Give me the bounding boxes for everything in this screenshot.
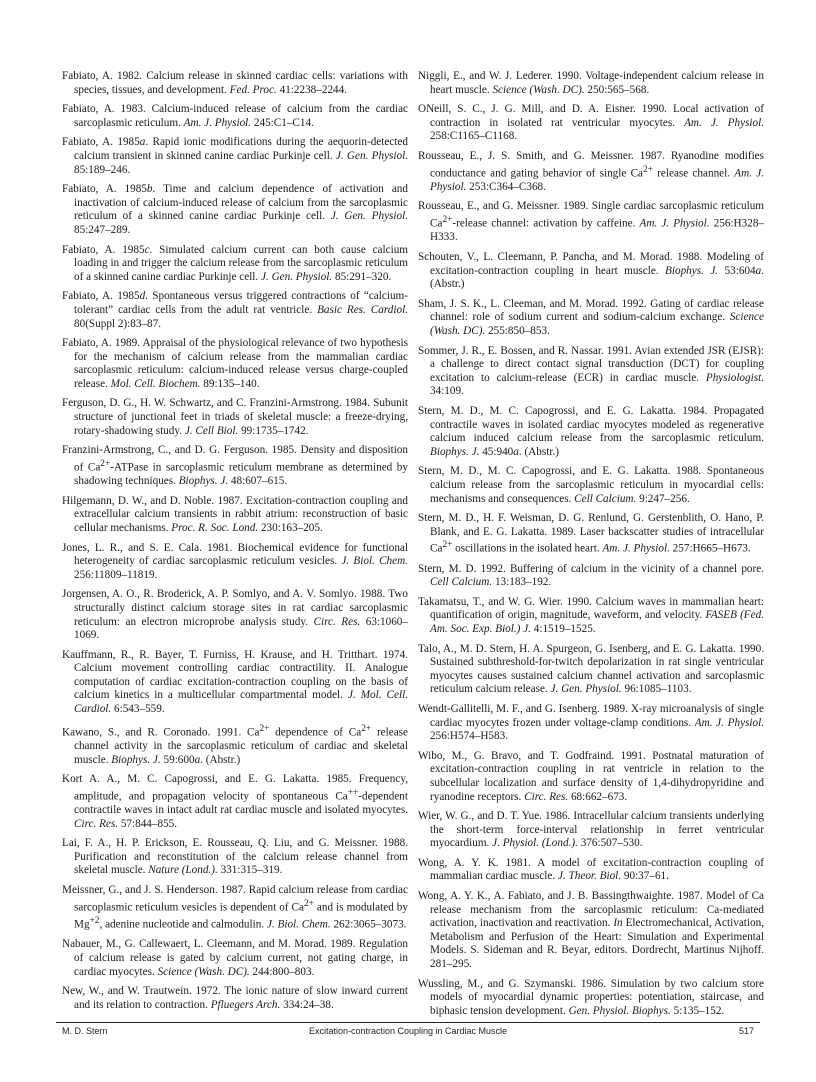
reference-entry: Wussling, M., and G. Szymanski. 1986. Simulation by two calcium store models of myocardial dynamic properties: potentiation, staircase, and biphasic tension development. Gen. Physiol. Biophys. 5:135–152. [418, 977, 764, 1017]
reference-entry: Lai, F. A., H. P. Erickson, E. Rousseau, Q. Liu, and G. Meissner. 1988. Purification and reconstitution of the calcium release channel from skeletal muscle. Nature (Lond.). 331:315–319. [62, 837, 408, 877]
reference-entry: Stern, M. D., M. C. Capogrossi, and E. G. Lakatta. 1988. Spontaneous calcium release from the sarcoplasmic reticulum in myocardial cells: mechanisms and consequences. Cell Calcium. 9:247–256. [418, 465, 764, 505]
reference-entry: Sham, J. S. K., L. Cleeman, and M. Morad. 1992. Gating of cardiac release channel: role of sodium current and sodium-calcium exchange. Science (Wash. DC). 255:850–853. [418, 297, 764, 337]
references-left-column [62, 70, 408, 1018]
references-right-column [418, 70, 764, 1024]
reference-entry: Wendt-Gallitelli, M. F., and G. Isenberg. 1989. X-ray microanalysis of single cardiac myocytes frozen under voltage-clamp conditions. Am. J. Physiol. 256:H574–H583. [418, 702, 764, 743]
reference-entry: Kort A. A., M. C. Capogrossi, and E. G. Lakatta. 1985. Frequency, amplitude, and propagation velocity of spontaneous Ca++-dependent contractile waves in intact adult rat cardiac muscle and isolated myocytes. Circ. Res. 57:844–855. [62, 773, 408, 830]
reference-entry: Talo, A., M. D. Stern, H. A. Spurgeon, G. Isenberg, and E. G. Lakatta. 1990. Sustained subthreshold-for-twitch depolarization in rat single ventricular myocytes causes sustained calcium channel activation and sarcoplasmic reticulum calcium release. J. Gen. Physiol. 96:1085–1103. [418, 642, 764, 696]
reference-entry: Nabauer, M., G. Callewaert, L. Cleemann, and M. Morad. 1989. Regulation of calcium release is gated by calcium current, not gating charge, in cardiac myocytes. Science (Wash. DC). 244:800–803. [62, 938, 408, 978]
reference-entry: Hilgemann, D. W., and D. Noble. 1987. Excitation-contraction coupling and extracellular calcium transients in rabbit atrium: reconstruction of basic cellular mechanisms. Proc. R. Soc. Lond. 230:163–205. [62, 494, 408, 534]
footer-rule [56, 1022, 760, 1023]
reference-entry: Sommer, J. R., E. Bossen, and R. Nassar. 1991. Avian extended JSR (EJSR): a challenge to direct contact signal transduction (DCT) for coupling excitation to calcium-release (ECR) in cardiac muscle. Physiologist. 34:109. [418, 344, 764, 398]
reference-entry: Wong, A. Y. K. 1981. A model of excitation-contraction coupling of mammalian cardiac muscle. J. Theor. Biol. 90:37–61. [418, 856, 764, 883]
reference-entry: Kauffmann, R., R. Bayer, T. Furniss, H. Krause, and H. Tritthart. 1974. Calcium movement controlling cardiac contractility. II. Analogue computation of cardiac excitation-contraction coupling on the basis of calcium kinetics in a multicellular compartmental model. J. Mol. Cell. Cardiol. 6:543–559. [62, 648, 408, 716]
reference-entry: New, W., and W. Trautwein. 1972. The ionic nature of slow inward current and its relation to contraction. Pfluegers Arch. 334:24–38. [62, 985, 408, 1011]
reference-entry: Meissner, G., and J. S. Henderson. 1987. Rapid calcium release from cardiac sarcoplasmic reticulum vesicles is dependent of $Ca^{2+}$ and is modulated by $Mg^{+2}$, adenine nucleotide and calmodulin. J. Biol. Chem. 262:3065–3073. [62, 884, 408, 931]
running-footer-title: Excitation-contraction Coupling in Cardiac Muscle [308, 1026, 508, 1036]
reference-entry: Rousseau, E., and G. Meissner. 1989. Single cardiac sarcoplasmic reticulum $Ca^{2+}$-release channel: activation by caffeine. Am. J. Physiol. 256:H328–H333. [418, 200, 764, 244]
reference-entry: Schouten, V., L. Cleemann, P. Pancha, and M. Morad. 1988. Modeling of excitation-contraction coupling in heart muscle. Biophys. J. 53:604a. (Abstr.) [418, 251, 764, 291]
reference-entry: Niggli, E., and W. J. Lederer. 1990. Voltage-independent calcium release in heart muscle. Science (Wash. DC). 250:565–568. [418, 70, 764, 96]
reference-entry: Takamatsu, T., and W. G. Wier. 1990. Calcium waves in mammalian heart: quantification of origin, magnitude, waveform, and velocity. FASEB (Fed. Am. Soc. Exp. Biol.) J. 4:1519–1525. [418, 595, 765, 635]
running-footer-author: M. D. Stern [62, 1026, 108, 1036]
reference-entry: ONeill, S. C., J. G. Mill, and D. A. Eisner. 1990. Local activation of contraction in isolated rat ventricular myocytes. Am. J. Physiol. 258:C1165–C1168. [418, 103, 765, 143]
reference-entry: Wong, A. Y. K., A. Fabiato, and J. B. Bassingthwaighte. 1987. Model of Ca release mechanism from the sarcoplasmic reticulum: Ca-mediated activation, inactivation and reactivation. In Electromechanical, Activation, Metabolism and Perfusion of the Heart: Simulation and Experimental Models. S. Sideman and R. Beyar, editors. Dordrecht, Martinus Nijhoff. 281–295. [418, 890, 764, 971]
reference-entry: Stern, M. D., M. C. Capogrossi, and E. G. Lakatta. 1984. Propagated contractile waves in isolated cardiac myocytes modeled as regenerative calcium induced calcium release from the sarcoplasmic reticulum. Biophys. J. 45:940a. (Abstr.) [418, 404, 764, 458]
reference-entry: Franzini-Armstrong, C., and D. G. Ferguson. 1985. Density and disposition of $Ca^{2+}$-ATPase in sarcoplasmic reticulum membrane as determined by shadowing techniques. Biophys. J. 48:607–615. [62, 444, 408, 488]
reference-entry: Fabiato, A. 1985d. Spontaneous versus triggered contractions of “calcium-tolerant” cardiac cells from the adult rat ventricle. Basic Res. Cardiol. 80(Suppl 2):83–87. [62, 290, 408, 330]
reference-entry: Jones, L. R., and S. E. Cala. 1981. Biochemical evidence for functional heterogeneity of cardiac sarcoplasmic reticulum vesicles. J. Biol. Chem. 256:11809–11819. [62, 541, 408, 581]
reference-entry: Stern, M. D., H. F. Weisman, D. G. Renlund, G. Gerstenblith, O. Hano, P. Blank, and E. G. Lakatta. 1989. Laser backscatter studies of intracellular $Ca^{2+}$ oscillations in the isolated heart. Am. J. Physiol. 257:H665–H673. [418, 512, 764, 556]
reference-entry: Wier, W. G., and D. T. Yue. 1986. Intracellular calcium transients underlying the short-term force-interval relationship in ferret ventricular myocardium. J. Physiol. (Lond.). 376:507–530. [418, 810, 764, 850]
reference-entry: Jorgensen, A. O., R. Broderick, A. P. Somlyo, and A. V. Somlyo. 1988. Two structurally distinct calcium storage sites in rat cardiac sarcoplasmic reticulum: an electron microprobe analysis study. Circ. Res. 63:1060–1069. [62, 588, 408, 642]
reference-entry: Rousseau, E., J. S. Smith, and G. Meissner. 1987. Ryanodine modifies conductance and gating behavior of single $Ca^{2+}$ release channel. Am. J. Physiol. 253:C364–C368. [418, 149, 764, 193]
reference-entry: Fabiato, A. 1985c. Simulated calcium current can both cause calcium loading in and trigger the calcium release from the sarcoplasmic reticulum of a skinned canine cardiac Purkinje cell. J. Gen. Physiol. 85:291–320. [62, 243, 408, 283]
reference-entry: Fabiato, A. 1985a. Rapid ionic modifications during the aequorin-detected calcium transient in skinned canine cardiac Purkinje cell. J. Gen. Physiol. 85:189–246. [62, 136, 408, 176]
reference-entry: Fabiato, A. 1983. Calcium-induced release of calcium from the cardiac sarcoplasmic reticulum. Am. J. Physiol. 245:C1–C14. [62, 103, 408, 129]
reference-entry: Fabiato, A. 1985b. Time and calcium dependence of activation and inactivation of calcium-induced release of calcium from the sarcoplasmic reticulum of a skinned canine cardiac Purkinje cell. J. Gen. Physiol. 85:247–289. [62, 183, 408, 236]
page-number: 517 [738, 1026, 754, 1036]
reference-entry: Fabiato, A. 1982. Calcium release in skinned cardiac cells: variations with species, tissues, and development. Fed. Proc. 41:2238–2244. [62, 70, 408, 96]
reference-entry: Ferguson, D. G., H. W. Schwartz, and C. Franzini-Armstrong. 1984. Subunit structure of junctional feet in triads of skeletal muscle: a freeze-drying, rotary-shadowing study. J. Cell Biol. 99:1735–1742. [62, 397, 408, 437]
reference-entry: Fabiato, A. 1989. Appraisal of the physiological relevance of two hypothesis for the mechanism of calcium release from the mammalian cardiac sarcoplasmic reticulum: calcium-induced release versus charge-coupled release. Mol. Cell. Biochem. 89:135–140. [62, 337, 408, 390]
reference-entry: Stern, M. D. 1992. Buffering of calcium in the vicinity of a channel pore. Cell Calcium. 13:183–192. [418, 562, 764, 589]
reference-entry: Wibo, M., G. Bravo, and T. Godfraind. 1991. Postnatal maturation of excitation-contraction coupling in rat ventricle in relation to the subcellular localization and surface density of 1,4-dihydropyridine and ryanodine receptors. Circ. Res. 68:662–673. [418, 749, 764, 803]
reference-entry: Kawano, S., and R. Coronado. 1991. $Ca^{2+}$ dependence of $Ca^{2+}$ release channel activity in the sarcoplasmic reticulum of cardiac and skeletal muscle. Biophys. J. 59:600a. (Abstr.) [62, 723, 408, 766]
